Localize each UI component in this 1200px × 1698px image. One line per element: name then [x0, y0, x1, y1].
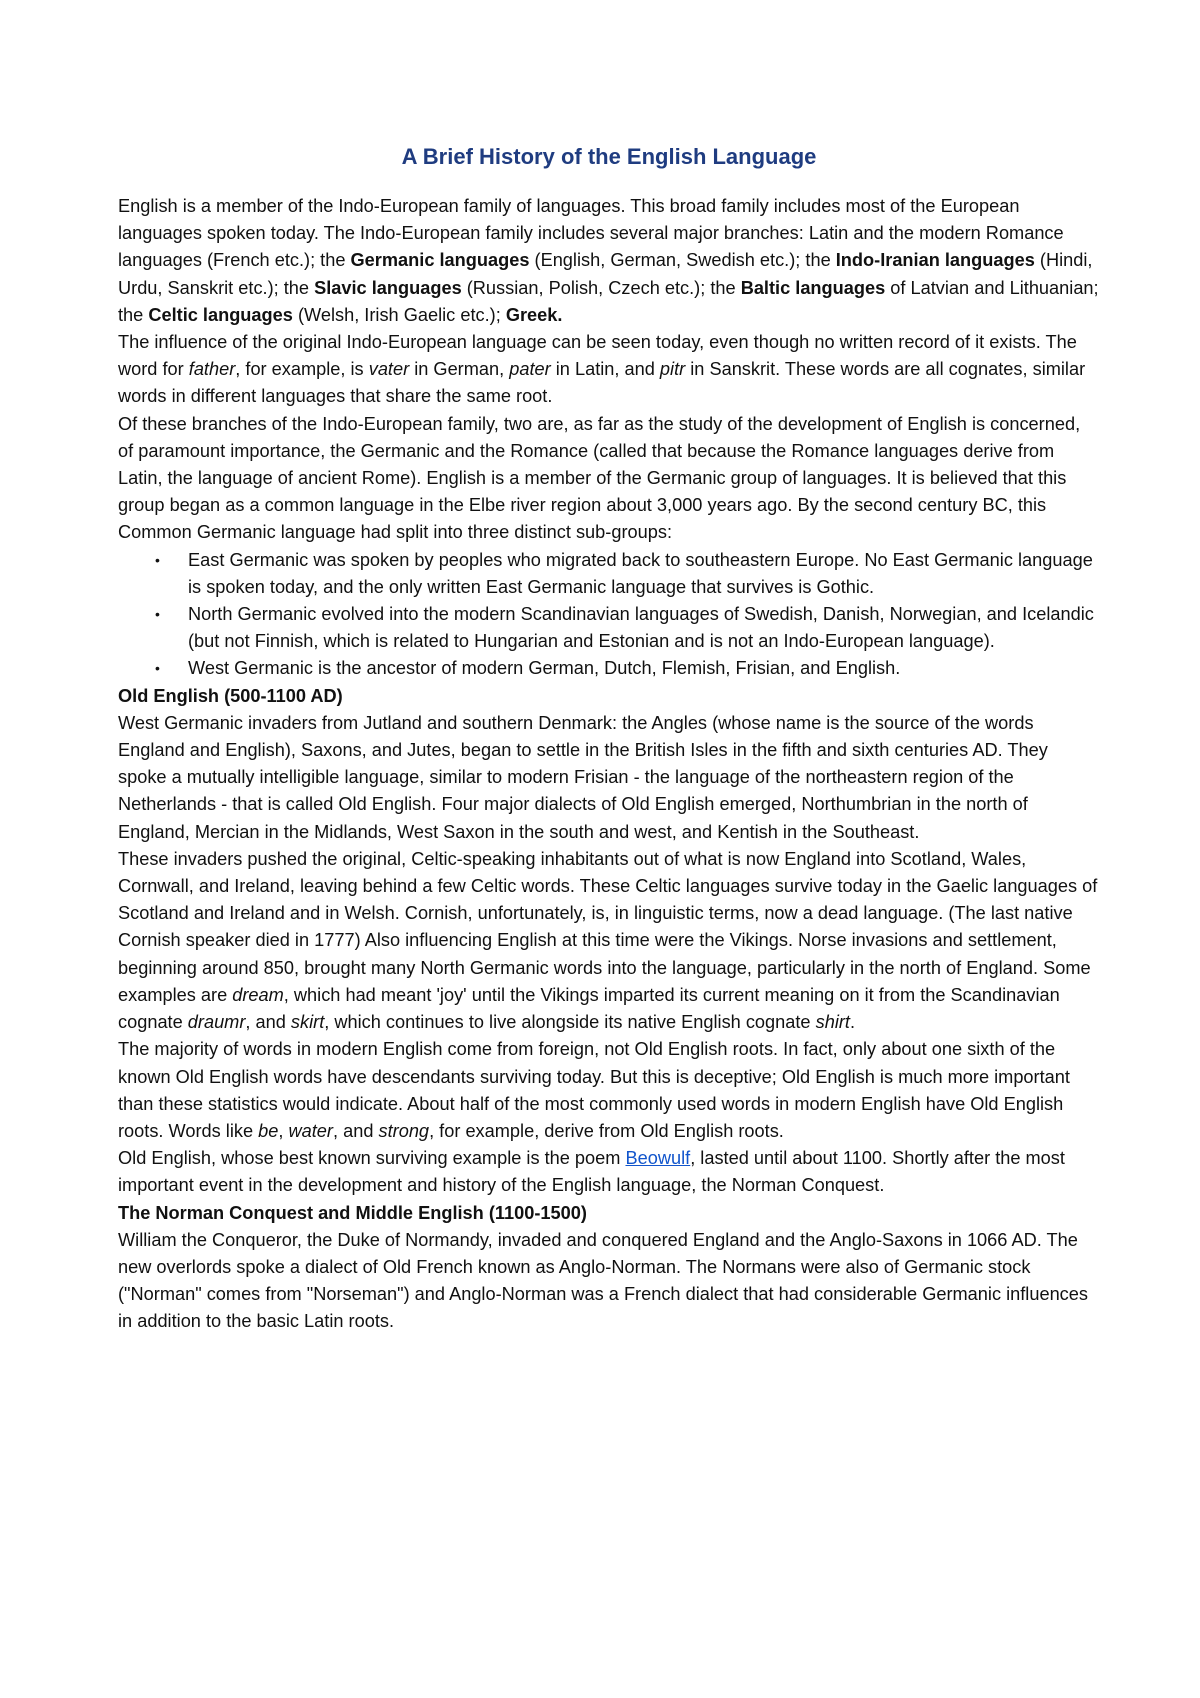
list-item: [155, 655, 1100, 682]
text-run: , which had meant 'joy' until the Vikings imparted its current meaning on it from the Scandinavian cognate: [118, 984, 1060, 1033]
word-water: water: [288, 1120, 333, 1141]
word-shirt: shirt: [815, 1012, 850, 1033]
text-run: (Hindi, Urdu, Sanskrit etc.); the: [118, 250, 1093, 298]
term-baltic: Baltic languages: [740, 277, 886, 298]
text-run: in Sanskrit. These words are all cognates, similar words in different languages that share the same root.: [118, 359, 1086, 407]
intro-paragraph-2: [118, 329, 1100, 411]
text-run: The influence of the original Indo-European language can be seen today, even though no written record of it exists. The word for: [118, 332, 1077, 380]
page-title: A Brief History of the English Language: [401, 144, 817, 169]
word-pater: pater: [509, 359, 551, 380]
list-item-text: North Germanic evolved into the modern Scandinavian languages of Swedish, Danish, Norwegian, and Icelandic (but not Finnish, which is related to Hungarian and Estonian and is not an Indo-European language).: [188, 604, 1094, 652]
list-item: [155, 547, 1100, 601]
text-run: These invaders pushed the original, Celtic-speaking inhabitants out of what is now England into Scotland, Wales, Cornwall, and Ireland, leaving behind a few Celtic words. These Celtic languages survive today in the Gaelic languages of Scotland and Ireland and in Welsh. Cornish, unfortunately, is, in linguistic terms, now a dead language. (The last native Cornish speaker died in 1777) Also influencing English at this time were the Vikings. Norse invasions and settlement, beginning around 850, brought many North Germanic words into the language, particularly in the north of England. Some examples are: [118, 848, 1098, 1005]
beowulf-link[interactable]: Beowulf: [625, 1148, 691, 1169]
text-run: .: [849, 1012, 856, 1033]
list-item-text: East Germanic was spoken by peoples who migrated back to southeastern Europe. No East Germanic language is spoken today, and the only written East Germanic language that survives is Gothic.: [188, 549, 1093, 597]
bullet-icon: •: [155, 551, 160, 568]
germanic-subgroups-list: [118, 547, 1100, 683]
word-pitr: pitr: [659, 359, 686, 380]
old-english-paragraph-4: [118, 1145, 1100, 1199]
word-strong: strong: [378, 1120, 430, 1141]
section-heading-old-english: Old English (500-1100 AD): [118, 685, 343, 706]
text-run: , and: [332, 1120, 379, 1141]
section-heading-norman-conquest: The Norman Conquest and Middle English (1100-1500): [118, 1202, 587, 1223]
term-greek: Greek.: [505, 304, 563, 325]
list-item-text: West Germanic is the ancestor of modern German, Dutch, Flemish, Frisian, and English.: [188, 658, 901, 679]
old-english-paragraph-1: West Germanic invaders from Jutland and southern Denmark: the Angles (whose name is the source of the words England and English), Saxons, and Jutes, began to settle in the British Isles in the fifth and sixth centuries AD. They spoke a mutually intelligible language, similar to modern Frisian - the language of the northeastern region of the Netherlands - that is called Old English. Four major dialects of Old English emerged, Northumbrian in the north of England, Mercian in the Midlands, West Saxon in the south and west, and Kentish in the Southeast.: [118, 712, 1048, 842]
list-item: [155, 601, 1100, 655]
text-run: in German,: [409, 359, 510, 380]
word-vater: vater: [368, 359, 410, 380]
text-run: in Latin, and: [550, 359, 660, 380]
word-be: be: [258, 1120, 279, 1141]
bullet-icon: •: [155, 606, 160, 623]
intro-paragraph-1: [118, 193, 1100, 329]
text-run: , for example, is: [235, 359, 369, 380]
term-indo-iranian: Indo-Iranian languages: [835, 250, 1035, 271]
intro-paragraph-3: Of these branches of the Indo-European family, two are, as far as the study of the development of English is concerned, of paramount importance, the Germanic and the Romance (called that because the Romance languages derive from Latin, the language of ancient Rome). English is a member of the Germanic group of languages. It is believed that this group began as a common language in the Elbe river region about 3,000 years ago. By the second century BC, this Common Germanic language had split into three distinct sub-groups:: [118, 413, 1081, 543]
old-english-paragraph-3: [118, 1036, 1100, 1145]
text-run: English is a member of the Indo-European family of languages. This broad family includes most of the European languages spoken today. The Indo-European family includes several major branches: Latin and the modern Romance languages (French etc.); the: [118, 196, 1064, 271]
word-dream: dream: [232, 984, 284, 1005]
text-run: of Latvian and Lithuanian; the: [118, 277, 1099, 325]
text-run: (Welsh, Irish Gaelic etc.);: [292, 304, 506, 325]
word-father: father: [188, 359, 236, 380]
word-skirt: skirt: [290, 1012, 325, 1033]
text-run: (English, German, Swedish etc.); the: [529, 250, 836, 271]
term-germanic: Germanic languages: [350, 250, 530, 271]
text-run: ,: [278, 1120, 289, 1141]
norman-paragraph-1: William the Conqueror, the Duke of Normandy, invaded and conquered England and the Anglo-Saxons in 1066 AD. The new overlords spoke a dialect of Old French known as Anglo-Norman. The Normans were also of Germanic stock ("Norman" comes from "Norseman") and Anglo-Norman was a French dialect that had considerable Germanic influences in addition to the basic Latin roots.: [118, 1229, 1088, 1332]
text-run: (Russian, Polish, Czech etc.); the: [461, 277, 741, 298]
text-run: , lasted until about 1100. Shortly after the most important event in the development and history of the English language, the Norman Conquest.: [118, 1148, 1065, 1196]
term-slavic: Slavic languages: [314, 277, 462, 298]
old-english-paragraph-2: [118, 846, 1100, 1036]
text-run: , which continues to live alongside its native English cognate: [324, 1012, 816, 1033]
text-run: Old English, whose best known surviving example is the poem: [118, 1148, 626, 1169]
text-run: , for example, derive from Old English roots.: [429, 1120, 784, 1141]
word-draumr: draumr: [187, 1012, 246, 1033]
text-run: The majority of words in modern English come from foreign, not Old English roots. In fact, only about one sixth of the known Old English words have descendants surviving today. But this is deceptive; Old English is much more important than these statistics would indicate. About half of the most commonly used words in modern English have Old English roots. Words like: [118, 1039, 1070, 1141]
text-run: , and: [245, 1012, 291, 1033]
term-celtic: Celtic languages: [148, 304, 293, 325]
bullet-icon: •: [155, 660, 160, 677]
